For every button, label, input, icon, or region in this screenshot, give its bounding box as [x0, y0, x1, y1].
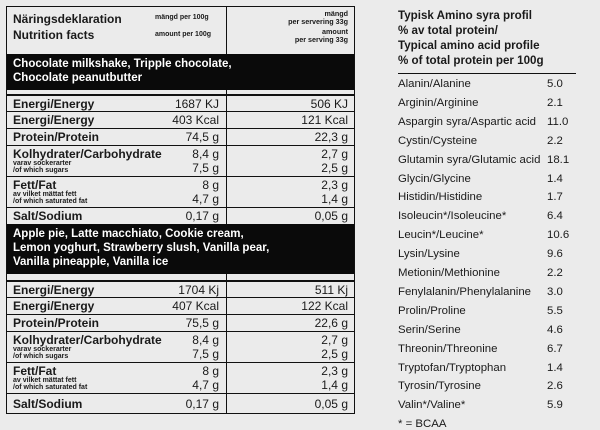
amino-acid-profile	[398, 8, 598, 430]
value-per-100g: 4,7 g	[192, 378, 219, 392]
amino-acid-value: 11.0	[547, 115, 569, 128]
row-label: Kolhydrater/Carbohydrate	[13, 147, 162, 161]
amino-title-line: % of total protein per 100g	[398, 54, 544, 67]
table-row	[7, 393, 354, 414]
value-per-100g: 0,17 g	[185, 397, 219, 411]
row-sublabel: av vilket mättat fett	[13, 377, 77, 384]
flavor-group-2-line: Lemon yoghurt, Strawberry slush, Vanilla pear,	[13, 242, 270, 254]
amino-title	[398, 8, 598, 68]
row-label: Energi/Energy	[13, 113, 95, 127]
table-row	[7, 362, 354, 393]
nutrition-facts-table	[6, 6, 355, 414]
value-per-100g: 1704 Kj	[178, 283, 219, 297]
value-per-serving: 511 Kj	[314, 283, 348, 297]
title-swedish: Näringsdeklaration	[13, 12, 122, 26]
amino-title-line: Typisk Amino syra profil	[398, 9, 533, 22]
amino-acid-name: Threonin/Threonine	[398, 342, 498, 355]
row-label: Kolhydrater/Carbohydrate	[13, 333, 162, 347]
table-header	[7, 7, 354, 47]
value-per-100g: 0,17 g	[185, 209, 219, 223]
flavor-group-2-line: Vanilla pineapple, Vanilla ice	[13, 256, 169, 268]
amino-acid-name: Alanin/Alanine	[398, 78, 471, 90]
value-per-serving: 2,3 g	[321, 178, 348, 192]
amino-acid-name: Glycin/Glycine	[398, 172, 471, 185]
amino-title-line: Typical amino acid profile	[398, 39, 540, 52]
col2-header-swedish: mängd per servering 33g	[288, 9, 348, 26]
amino-acid-name: Arginin/Arginine	[398, 96, 479, 109]
value-per-serving: 1,4 g	[321, 378, 348, 392]
flavor-group-1-line: Chocolate milkshake, Tripple chocolate,	[13, 58, 232, 70]
amino-acid-value: 1.7	[547, 191, 563, 204]
amino-acid-name: Isoleucin*/Isoleucine*	[398, 210, 507, 223]
amino-acid-value: 18.1	[547, 153, 570, 166]
amino-acid-name: Serin/Serine	[398, 323, 461, 336]
value-per-100g: 8,4 g	[192, 333, 219, 347]
amino-acid-name: Fenylalanin/Phenylalanine	[398, 285, 531, 298]
flavor-group-1-band	[7, 54, 354, 90]
amino-acid-value: 5.0	[547, 78, 563, 90]
title-english: Nutrition facts	[13, 28, 95, 42]
amino-acid-value: 2.2	[547, 134, 563, 147]
row-label: Fett/Fat	[13, 364, 57, 378]
value-per-100g: 8 g	[202, 178, 219, 192]
value-per-100g: 7,5 g	[192, 161, 219, 175]
amino-acid-value: 3.0	[547, 285, 563, 298]
amino-acid-value: 6.7	[547, 342, 563, 355]
value-per-serving: 1,4 g	[321, 192, 348, 206]
amino-acid-name: Histidin/Histidine	[398, 191, 483, 204]
amino-acid-name: Metionin/Methionine	[398, 267, 500, 279]
amino-acid-name: Cystin/Cysteine	[398, 134, 478, 147]
amino-acid-value: 2.2	[547, 267, 563, 279]
amino-acid-name: Tryptofan/Tryptophan	[398, 361, 507, 374]
value-per-serving: 2,5 g	[321, 347, 348, 361]
amino-acid-value: 10.6	[547, 229, 570, 242]
value-per-serving: 2,7 g	[321, 333, 348, 347]
col1-header-swedish: mängd per 100g	[155, 14, 209, 21]
value-per-serving: 2,7 g	[321, 147, 348, 161]
row-sublabel: varav sockerarter	[13, 346, 72, 353]
value-per-100g: 7,5 g	[192, 347, 219, 361]
value-per-serving: 506 KJ	[310, 97, 348, 111]
table-row	[7, 280, 354, 297]
row-label: Protein/Protein	[13, 316, 100, 330]
amino-divider	[398, 73, 576, 74]
value-per-100g: 403 Kcal	[172, 113, 219, 127]
amino-acid-value: 2.6	[547, 380, 563, 393]
col2-header-english: amount per serving 33g	[294, 27, 348, 44]
row-label: Salt/Sodium	[13, 209, 83, 223]
row-sublabel: av vilket mättat fett	[13, 191, 77, 198]
amino-acid-value: 1.4	[547, 361, 563, 374]
amino-acid-name: Leucin*/Leucine*	[398, 229, 484, 242]
amino-acid-value: 2.1	[547, 96, 563, 109]
value-per-100g: 4,7 g	[192, 192, 219, 206]
amino-acid-name: Prolin/Proline	[398, 304, 466, 317]
value-per-100g: 407 Kcal	[172, 299, 219, 313]
table-row	[7, 128, 354, 144]
table-row	[7, 176, 354, 207]
table-row	[7, 207, 354, 224]
amino-acid-value: 6.4	[547, 210, 563, 223]
value-per-serving: 0,05 g	[314, 209, 348, 223]
value-per-serving: 121 Kcal	[301, 113, 348, 127]
table-row	[7, 111, 354, 127]
amino-acid-name: Tyrosin/Tyrosine	[398, 380, 481, 393]
row-label: Energi/Energy	[13, 283, 95, 297]
value-per-100g: 75,5 g	[185, 316, 219, 330]
amino-acid-name: Glutamin syra/Glutamic acid	[398, 153, 541, 166]
table-row	[7, 331, 354, 362]
value-per-serving: 2,3 g	[321, 364, 348, 378]
table-row	[7, 145, 354, 176]
row-label: Energi/Energy	[13, 299, 95, 313]
flavor-group-2-line: Apple pie, Latte macchiato, Cookie cream,	[13, 228, 244, 240]
flavor-group-2-band	[7, 224, 354, 274]
row-label: Fett/Fat	[13, 178, 57, 192]
row-label: Energi/Energy	[13, 97, 95, 111]
table-row	[7, 94, 354, 111]
row-label: Salt/Sodium	[13, 397, 83, 411]
col1-header-english: amount per 100g	[155, 31, 212, 38]
value-per-serving: 122 Kcal	[301, 299, 348, 313]
amino-acid-name: Aspargin syra/Aspartic acid	[398, 115, 537, 128]
amino-acid-name: Lysin/Lysine	[398, 248, 460, 261]
amino-acid-value: 1.4	[547, 172, 563, 185]
value-per-serving: 22,3 g	[314, 130, 348, 144]
row-sublabel: varav sockerarter	[13, 160, 72, 167]
flavor-group-1-line: Chocolate peanutbutter	[13, 72, 143, 84]
amino-acid-value: 5.5	[547, 304, 563, 317]
amino-acid-value: 5.9	[547, 399, 563, 412]
table-row	[7, 297, 354, 313]
row-label: Protein/Protein	[13, 130, 100, 144]
amino-acid-name: Valin*/Valine*	[398, 399, 466, 412]
amino-acid-value: 9.6	[547, 248, 563, 261]
amino-acid-value: 4.6	[547, 323, 563, 336]
value-per-100g: 74,5 g	[185, 130, 219, 144]
amino-title-line: % av total protein/	[398, 24, 498, 37]
value-per-100g: 1687 KJ	[174, 97, 219, 111]
value-per-serving: 2,5 g	[321, 161, 348, 175]
row-sublabel: /of which sugars	[13, 353, 69, 360]
table-row	[7, 314, 354, 330]
value-per-serving: 22,6 g	[314, 316, 348, 330]
row-sublabel: /of which sugars	[13, 167, 69, 174]
value-per-100g: 8 g	[202, 364, 219, 378]
value-per-100g: 8,4 g	[192, 147, 219, 161]
row-sublabel: /of which saturated fat	[13, 198, 88, 205]
row-sublabel: /of which saturated fat	[13, 384, 88, 391]
value-per-serving: 0,05 g	[314, 397, 348, 411]
bcaa-footnote: * = BCAA	[398, 418, 447, 430]
